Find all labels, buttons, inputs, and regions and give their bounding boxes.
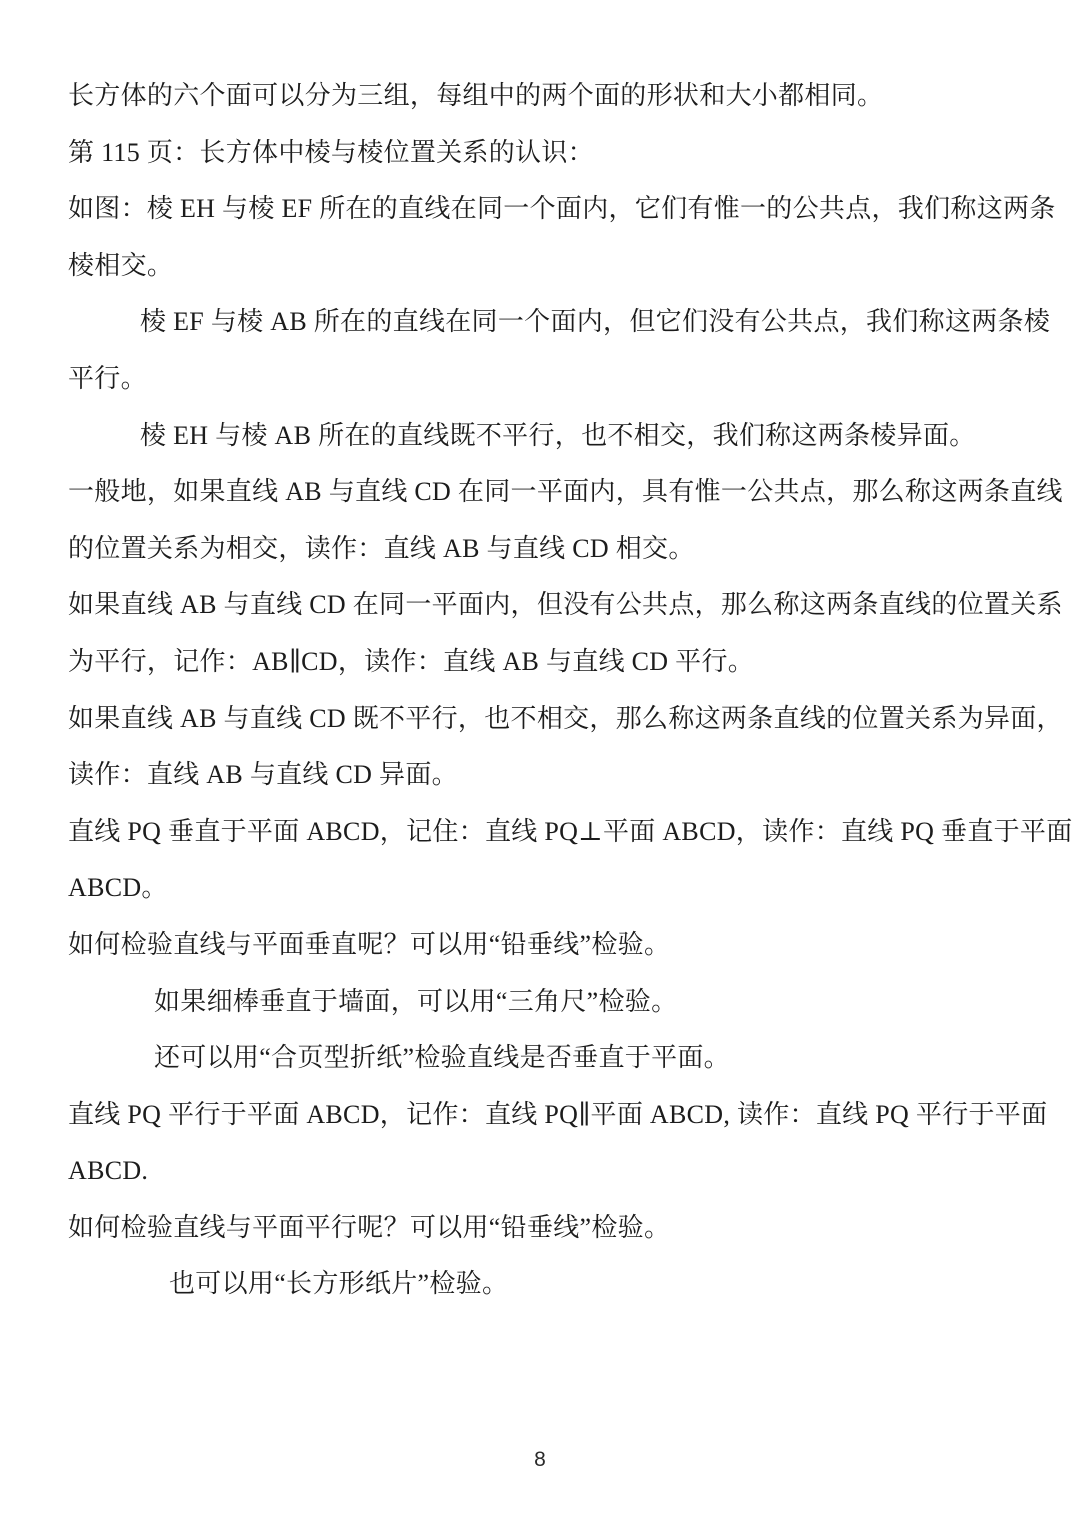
- doc-line: 如图：棱 EH 与棱 EF 所在的直线在同一个面内，它们有惟一的公共点，我们称这两条: [68, 194, 1056, 224]
- doc-line: 如果细棒垂直于墙面，可以用“三角尺”检验。: [154, 986, 678, 1016]
- doc-line: 平行。: [68, 363, 147, 393]
- doc-line: 如何检验直线与平面垂直呢？可以用“铅垂线”检验。: [68, 929, 671, 959]
- doc-line: 的位置关系为相交，读作：直线 AB 与直线 CD 相交。: [68, 533, 695, 563]
- doc-line: 为平行，记作：AB∥CD，读作：直线 AB 与直线 CD 平行。: [68, 646, 755, 676]
- doc-line: 直线 PQ 垂直于平面 ABCD，记住：直线 PQ⊥平面 ABCD，读作：直线 PQ 垂直于平面: [68, 816, 1073, 846]
- doc-line: 如何检验直线与平面平行呢？可以用“铅垂线”检验。: [68, 1212, 671, 1242]
- doc-line: ABCD。: [68, 873, 168, 903]
- doc-line: 如果直线 AB 与直线 CD 既不平行，也不相交，那么称这两条直线的位置关系为异面，: [68, 703, 1063, 733]
- doc-line: 棱相交。: [68, 250, 174, 280]
- doc-line: 棱 EF 与棱 AB 所在的直线在同一个面内，但它们没有公共点，我们称这两条棱: [140, 307, 1051, 337]
- doc-line: 也可以用“长方形纸片”检验。: [169, 1269, 509, 1299]
- doc-line: 长方体的六个面可以分为三组，每组中的两个面的形状和大小都相同。: [68, 81, 884, 110]
- doc-line: 直线 PQ 平行于平面 ABCD，记作：直线 PQ∥平面 ABCD, 读作：直线 PQ 平行于平面: [68, 1099, 1048, 1129]
- doc-line: ABCD.: [68, 1156, 149, 1186]
- doc-line: 读作：直线 AB 与直线 CD 异面。: [68, 760, 458, 790]
- doc-line: 还可以用“合页型折纸”检验直线是否垂直于平面。: [154, 1043, 730, 1073]
- doc-line: 如果直线 AB 与直线 CD 在同一平面内，但没有公共点，那么称这两条直线的位置关系: [68, 590, 1063, 620]
- doc-line: 棱 EH 与棱 AB 所在的直线既不平行，也不相交，我们称这两条棱异面。: [140, 420, 976, 450]
- document-body: [68, 68, 1073, 1313]
- doc-line: 第 115 页：长方体中棱与棱位置关系的认识：: [68, 137, 594, 167]
- page-number: 8: [534, 1448, 546, 1471]
- doc-line: 一般地，如果直线 AB 与直线 CD 在同一平面内，具有惟一公共点，那么称这两条直线: [68, 477, 1063, 507]
